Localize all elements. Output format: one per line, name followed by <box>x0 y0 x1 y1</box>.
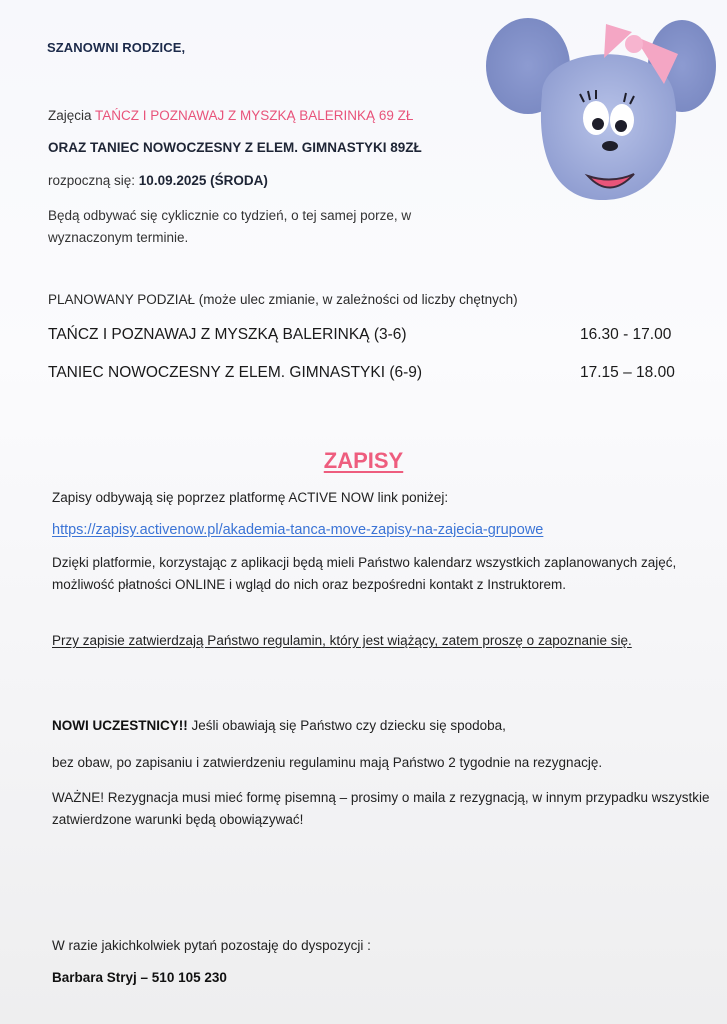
registration-link[interactable]: https://zapisy.activenow.pl/akademia-tanca-move-zapisy-na-zajecia-grupowe <box>52 522 544 538</box>
schedule-row-time: 16.30 - 17.00 <box>580 326 672 343</box>
class2-line: ORAZ TANIEC NOWOCZESNY Z ELEM. GIMNASTYKI 89ZŁ <box>48 140 422 155</box>
contact-question: W razie jakichkolwiek pytań pozostaję do dyspozycji : <box>52 938 371 953</box>
contact-name-phone: Barbara Stryj – 510 105 230 <box>52 970 227 985</box>
new-participants-text: Jeśli obawiają się Państwo czy dziecku się spodoba, <box>187 718 506 733</box>
zapisy-intro: Zapisy odbywają się poprzez platformę ACTIVE NOW link poniżej: <box>52 490 449 505</box>
mouse-mascot-icon <box>484 14 716 204</box>
schedule-title: PLANOWANY PODZIAŁ (może ulec zmianie, w zależności od liczby chętnych) <box>48 292 518 307</box>
cycle-text: Będą odbywać się cyklicznie co tydzień, o tej samej porze, w wyznaczonym terminie. <box>48 208 412 245</box>
schedule-row-label: TAŃCZ I POZNAWAJ Z MYSZKĄ BALERINKĄ (3-6) <box>48 326 407 343</box>
important-notice: WAŻNE! Rezygnacja musi mieć formę pisemną – prosimy o maila z rezygnacją, w innym przypadku wszystkie zatwierdzone warunki będą obowiązywać! <box>52 790 710 827</box>
class1-prefix: Zajęcia <box>48 108 96 123</box>
resignation-period-text: bez obaw, po zapisaniu i zatwierdzeniu regulaminu mają Państwo 2 tygodnie na rezygnację. <box>52 755 603 770</box>
class1-name-price: TAŃCZ I POZNAWAJ Z MYSZKĄ BALERINKĄ 69 ZŁ <box>95 108 414 123</box>
new-participants-bold: NOWI UCZESTNICY!! <box>52 718 188 733</box>
platform-text: Dzięki platformie, korzystając z aplikacji będą mieli Państwo kalendarz wszystkich zaplanowanych zajęć, możliwość płatności ONLINE i wgląd do nich oraz bezpośredni kontakt z Instruktorem. <box>52 555 677 592</box>
start-prefix: rozpoczną się: <box>48 173 139 188</box>
greeting: SZANOWNI RODZICE, <box>47 40 186 55</box>
start-date: 10.09.2025 (ŚRODA) <box>138 173 268 188</box>
mascot-head <box>541 54 676 200</box>
start-date-line <box>48 173 268 188</box>
zapisy-heading: ZAPISY <box>323 448 404 473</box>
class1-line <box>48 108 413 123</box>
schedule-row-label: TANIEC NOWOCZESNY Z ELEM. GIMNASTYKI (6-9) <box>48 364 423 381</box>
mascot-nose <box>602 141 618 151</box>
rules-text: Przy zapisie zatwierdzają Państwo regulamin, który jest wiążący, zatem proszę o zapoznanie się. <box>52 633 632 648</box>
schedule-row-time: 17.15 – 18.00 <box>580 364 675 381</box>
new-participants-line <box>52 718 506 733</box>
